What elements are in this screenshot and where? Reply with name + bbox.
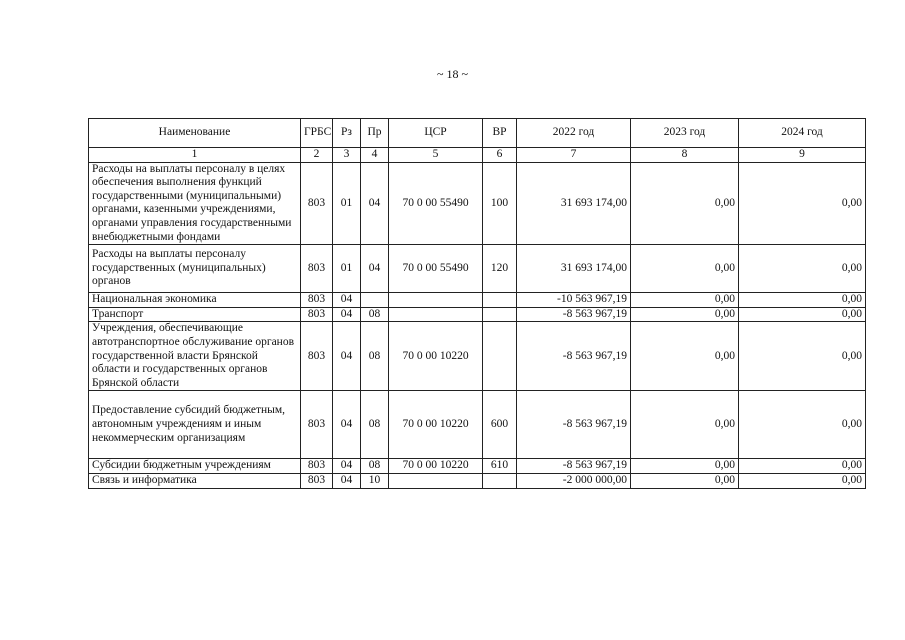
cell-rz: 01	[333, 245, 361, 293]
cell-2022: 31 693 174,00	[517, 245, 631, 293]
cell-csr: 70 0 00 10220	[389, 322, 483, 391]
column-number: 8	[631, 148, 739, 163]
cell-2023: 0,00	[631, 459, 739, 474]
table-row	[89, 391, 866, 459]
cell-name: Связь и информатика	[89, 473, 301, 488]
table-row	[89, 245, 866, 293]
cell-2023: 0,00	[631, 307, 739, 322]
column-number: 4	[361, 148, 389, 163]
cell-name: Расходы на выплаты персоналу государственных (муниципальных) органов	[89, 245, 301, 293]
cell-2024: 0,00	[739, 459, 866, 474]
column-number: 9	[739, 148, 866, 163]
column-number: 1	[89, 148, 301, 163]
cell-vr	[483, 473, 517, 488]
cell-vr: 120	[483, 245, 517, 293]
cell-2024: 0,00	[739, 473, 866, 488]
header-2024: 2024 год	[739, 119, 866, 148]
header-2022: 2022 год	[517, 119, 631, 148]
cell-grbs: 803	[301, 162, 333, 245]
cell-rz: 01	[333, 162, 361, 245]
cell-grbs: 803	[301, 473, 333, 488]
cell-pr: 08	[361, 391, 389, 459]
cell-grbs: 803	[301, 391, 333, 459]
cell-2024: 0,00	[739, 307, 866, 322]
cell-2024: 0,00	[739, 293, 866, 308]
column-number: 7	[517, 148, 631, 163]
table-row	[89, 473, 866, 488]
column-number: 6	[483, 148, 517, 163]
cell-pr: 08	[361, 459, 389, 474]
cell-2022: -2 000 000,00	[517, 473, 631, 488]
cell-pr: 10	[361, 473, 389, 488]
cell-pr: 04	[361, 162, 389, 245]
cell-pr: 08	[361, 307, 389, 322]
cell-2022: -8 563 967,19	[517, 459, 631, 474]
table-row	[89, 459, 866, 474]
cell-csr: 70 0 00 55490	[389, 245, 483, 293]
cell-2023: 0,00	[631, 162, 739, 245]
cell-name: Национальная экономика	[89, 293, 301, 308]
column-number: 2	[301, 148, 333, 163]
cell-vr	[483, 293, 517, 308]
cell-2024: 0,00	[739, 322, 866, 391]
cell-grbs: 803	[301, 293, 333, 308]
cell-name: Субсидии бюджетным учреждениям	[89, 459, 301, 474]
cell-grbs: 803	[301, 245, 333, 293]
cell-rz: 04	[333, 307, 361, 322]
cell-grbs: 803	[301, 322, 333, 391]
cell-2024: 0,00	[739, 162, 866, 245]
cell-rz: 04	[333, 391, 361, 459]
cell-2023: 0,00	[631, 322, 739, 391]
cell-name: Предоставление субсидий бюджетным, автономным учреждениям и иным некоммерческим организациям	[89, 391, 301, 459]
cell-pr: 04	[361, 245, 389, 293]
cell-vr: 600	[483, 391, 517, 459]
cell-vr	[483, 307, 517, 322]
cell-vr: 100	[483, 162, 517, 245]
column-number: 3	[333, 148, 361, 163]
budget-table	[88, 118, 866, 489]
table-row	[89, 293, 866, 308]
cell-2023: 0,00	[631, 293, 739, 308]
cell-2023: 0,00	[631, 391, 739, 459]
cell-rz: 04	[333, 473, 361, 488]
header-name: Наименование	[89, 119, 301, 148]
cell-rz: 04	[333, 293, 361, 308]
cell-vr: 610	[483, 459, 517, 474]
table-row	[89, 162, 866, 245]
cell-pr	[361, 293, 389, 308]
cell-csr: 70 0 00 55490	[389, 162, 483, 245]
column-number: 5	[389, 148, 483, 163]
cell-rz: 04	[333, 459, 361, 474]
cell-2022: -8 563 967,19	[517, 307, 631, 322]
cell-name: Учреждения, обеспечивающие автотранспортное обслуживание органов государственной власти Брянской области и государственных органов Брянской области	[89, 322, 301, 391]
header-2023: 2023 год	[631, 119, 739, 148]
cell-grbs: 803	[301, 307, 333, 322]
cell-2022: 31 693 174,00	[517, 162, 631, 245]
cell-pr: 08	[361, 322, 389, 391]
cell-2023: 0,00	[631, 473, 739, 488]
cell-csr: 70 0 00 10220	[389, 391, 483, 459]
cell-2022: -8 563 967,19	[517, 322, 631, 391]
header-rz: Рз	[333, 119, 361, 148]
cell-grbs: 803	[301, 459, 333, 474]
cell-2023: 0,00	[631, 245, 739, 293]
header-vr: ВР	[483, 119, 517, 148]
cell-csr	[389, 293, 483, 308]
cell-csr: 70 0 00 10220	[389, 459, 483, 474]
cell-rz: 04	[333, 322, 361, 391]
table-row	[89, 307, 866, 322]
header-grbs: ГРБС	[301, 119, 333, 148]
cell-name: Расходы на выплаты персоналу в целях обеспечения выполнения функций государственными (муниципальными) органами, казенными учреждениями, органами управления государственными внебюджетными фондами	[89, 162, 301, 245]
cell-vr	[483, 322, 517, 391]
cell-csr	[389, 307, 483, 322]
cell-2022: -10 563 967,19	[517, 293, 631, 308]
cell-csr	[389, 473, 483, 488]
header-csr: ЦСР	[389, 119, 483, 148]
cell-name: Транспорт	[89, 307, 301, 322]
header-pr: Пр	[361, 119, 389, 148]
cell-2022: -8 563 967,19	[517, 391, 631, 459]
page-number: ~ 18 ~	[437, 67, 468, 81]
cell-2024: 0,00	[739, 391, 866, 459]
cell-2024: 0,00	[739, 245, 866, 293]
table-row	[89, 322, 866, 391]
